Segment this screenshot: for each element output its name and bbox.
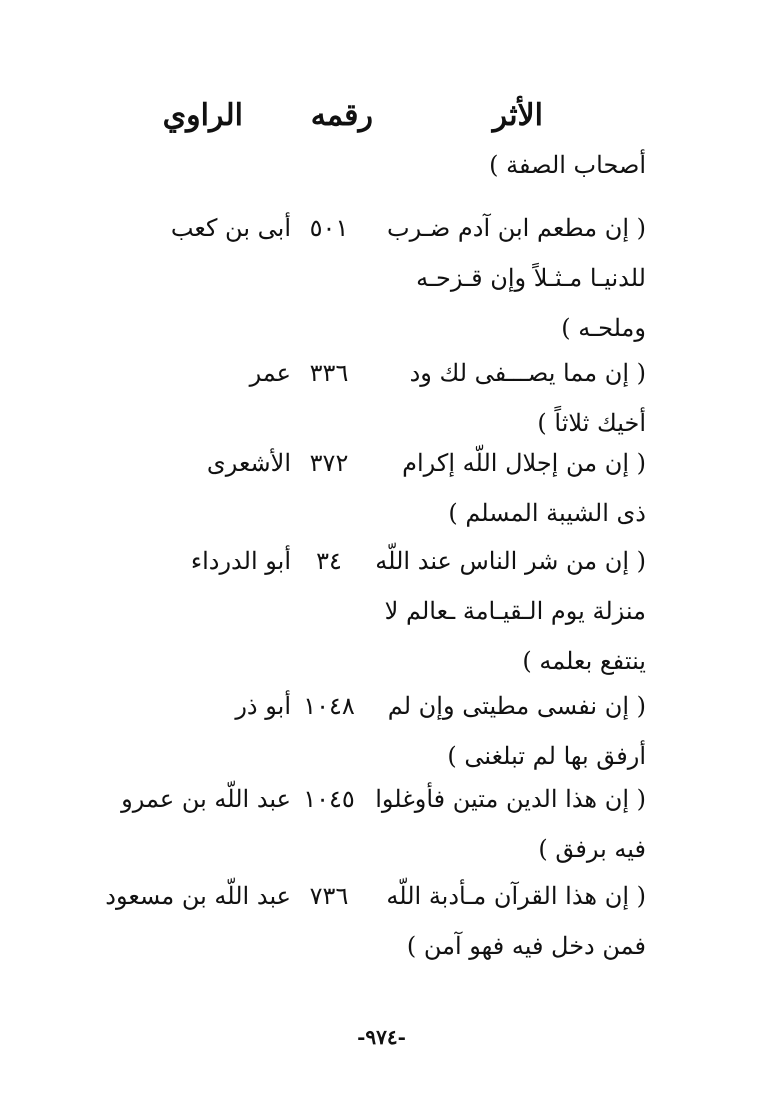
rawi-name: أبو ذر (235, 692, 291, 720)
athar-line: ( إن مطعم ابن آدم ضـرب (387, 214, 646, 242)
column-header-rawi: الراوي (162, 98, 243, 133)
athar-line: للدنيـا مـثـلاً وإن قـزحـه (416, 264, 646, 292)
rawi-name: الأشعرى (206, 449, 291, 477)
raqm-number: ٧٣٦ (309, 882, 349, 910)
athar-text (375, 774, 646, 874)
rawi-name: عمر (249, 359, 291, 387)
athar-text (387, 203, 646, 353)
athar-line: أخيك ثلاثاً ) (537, 409, 646, 437)
raqm-number: ٥٠١ (309, 214, 349, 242)
athar-line: أرفق بها لم تبلغنى ) (447, 742, 646, 770)
raqm-number: ٣٣٦ (309, 359, 349, 387)
athar-text (387, 681, 646, 781)
athar-line: ( إن هذا الدين متين فأوغلوا (375, 785, 646, 813)
raqm-number: ١٠٤٥ (303, 785, 355, 813)
athar-line: ذى الشيبة المسلم ) (448, 499, 646, 527)
continuation-text: أصحاب الصفة ) (489, 151, 646, 179)
athar-line: منزلة يوم الـقيـامة ـعالم لا (384, 597, 646, 625)
page-number: -٩٧٤- (357, 1025, 406, 1049)
rawi-name: أبى بن كعب (170, 214, 291, 242)
athar-line: فيه برفق ) (538, 835, 646, 863)
raqm-number: ١٠٤٨ (303, 692, 355, 720)
raqm-number: ٣٧٢ (309, 449, 349, 477)
raqm-number: ٣٤ (316, 547, 342, 575)
column-header-athar: الأثر (492, 98, 543, 133)
athar-text (396, 348, 646, 448)
athar-line: ينتفع بعلمه ) (522, 647, 646, 675)
rawi-name: عبد اللّه بن مسعود (105, 882, 291, 910)
column-header-raqm: رقمه (310, 98, 373, 133)
athar-text (396, 438, 646, 538)
athar-line: ( إن هذا القرآن مـأدبة اللّه (386, 882, 646, 910)
rawi-name: عبد اللّه بن عمرو (121, 785, 291, 813)
athar-line: وملحـه ) (561, 314, 646, 342)
athar-line: فمن دخل فيه فهو آمن ) (406, 932, 646, 960)
athar-text (375, 536, 646, 686)
rawi-name: أبو الدرداء (190, 547, 291, 575)
athar-text (386, 871, 646, 971)
athar-line: ( إن من إجلال اللّه إكرام (402, 449, 646, 477)
athar-line: ( إن من شر الناس عند اللّه (375, 547, 646, 575)
athar-line: ( إن مما يصـــفى لك ود (409, 359, 646, 387)
athar-line: ( إن نفسى مطيتى وإن لم (387, 692, 646, 720)
